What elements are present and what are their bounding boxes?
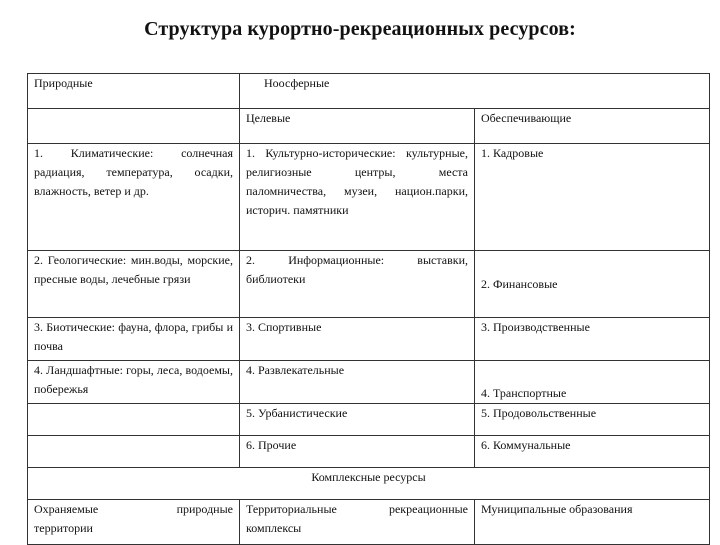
recreational-complexes-cell: Территориальные рекреационные комплексы <box>240 500 475 545</box>
supporting-cell: 2. Финансовые <box>475 251 710 318</box>
header-supporting <box>475 109 710 144</box>
protected-territories-cell: Охраняемые природные территории <box>28 500 240 545</box>
target-cell: 2. Информационные: выставки, библиотеки <box>240 251 475 318</box>
table-row <box>28 361 710 404</box>
resources-table <box>27 73 710 545</box>
table-row <box>28 251 710 318</box>
natural-cell: 3. Биотические: фауна, флора, грибы и почва <box>28 318 240 361</box>
table-row <box>28 436 710 468</box>
complex-header-row <box>28 468 710 500</box>
table-row <box>28 318 710 361</box>
header-row-1 <box>28 74 710 109</box>
header-natural-label: Природные <box>34 76 93 90</box>
supporting-cell: 3. Производственные <box>475 318 710 361</box>
complex-title: Комплексные ресурсы <box>28 468 710 500</box>
target-cell: 1. Культурно-исторические: культурные, религиозные центры, места паломничества, музеи, национ.парки, историч. памятники <box>240 144 475 251</box>
natural-cell: 4. Ландшафтные: горы, леса, водоемы, побережья <box>28 361 240 404</box>
header-supporting-label: Обеспечивающие <box>481 111 572 125</box>
table-row <box>28 404 710 436</box>
supporting-cell: 6. Коммунальные <box>475 436 710 468</box>
header-target-label: Целевые <box>246 111 291 125</box>
header-noospheric-label: Ноосферные <box>264 76 330 90</box>
target-cell: 5. Урбанистические <box>240 404 475 436</box>
supporting-cell: 4. Транспортные <box>475 361 710 404</box>
municipal-cell: Муниципальные образования <box>475 500 710 545</box>
complex-row <box>28 500 710 545</box>
page-title: Структура курортно-рекреационных ресурсов: <box>144 18 576 40</box>
supporting-cell: 5. Продовольственные <box>475 404 710 436</box>
natural-cell: 1. Климатические: солнечная радиация, температура, осадки, влажность, ветер и др. <box>28 144 240 251</box>
header-target <box>240 109 475 144</box>
target-cell: 6. Прочие <box>240 436 475 468</box>
natural-cell <box>28 404 240 436</box>
header-row-2 <box>28 109 710 144</box>
target-cell: 3. Спортивные <box>240 318 475 361</box>
natural-cell <box>28 436 240 468</box>
natural-cell: 2. Геологические: мин.воды, морские, пресные воды, лечебные грязи <box>28 251 240 318</box>
supporting-cell: 1. Кадровые <box>475 144 710 251</box>
header-noospheric <box>240 74 710 109</box>
header-natural <box>28 74 240 109</box>
header-empty-cell <box>28 109 240 144</box>
table-row <box>28 144 710 251</box>
target-cell: 4. Развлекательные <box>240 361 475 404</box>
